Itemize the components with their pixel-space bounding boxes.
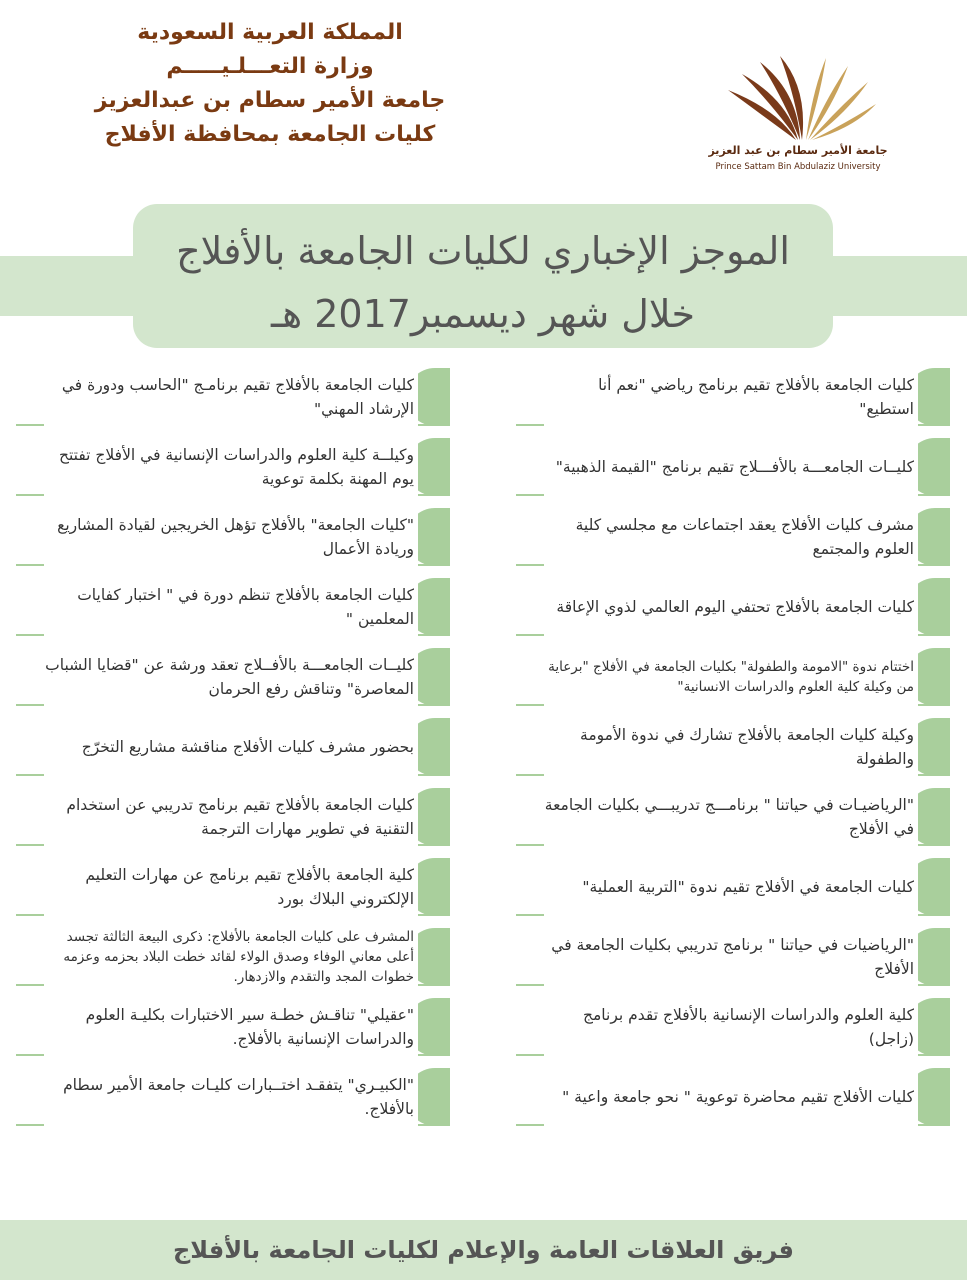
- news-headline: وكيلــة كلية العلوم والدراسات الإنسانية في الأفلاج تفتتح يوم المهنة بكلمة توعوية: [44, 438, 418, 496]
- news-headline: كليات الأفلاج تقيم محاضرة توعوية " نحو جامعة واعية ": [544, 1068, 918, 1126]
- news-item-left: [10, 788, 450, 846]
- news-item-right: [510, 438, 950, 496]
- header-ministry: وزارة التعـــلـيـــــم: [166, 54, 374, 79]
- news-item-right: [510, 858, 950, 916]
- header-country: المملكة العربية السعودية: [137, 20, 403, 45]
- news-headline: كليات الجامعة بالأفلاج تقيم برنامج تدريبي عن استخدام التقنية في تطوير مهارات الترجمة: [44, 788, 418, 846]
- news-headline: "الرياضيات في حياتنا " برنامج تدريبي بكليات الجامعة في الأفلاج: [544, 928, 918, 986]
- title-box: [133, 204, 833, 348]
- header-university: جامعة الأمير سطام بن عبدالعزيز: [94, 88, 446, 113]
- news-item-left: [10, 508, 450, 566]
- news-headline: "الكبيـري" يتفقـد اختــبارات كليـات جامعة الأمير سطام بالأفلاج.: [44, 1068, 418, 1126]
- news-headline: كليات الجامعة في الأفلاج تقيم ندوة "التربية العملية": [544, 858, 918, 916]
- logo-caption-english: Prince Sattam Bin Abdulaziz University: [715, 162, 881, 172]
- news-headline: بحضور مشرف كليات الأفلاج مناقشة مشاريع التخرّج: [44, 718, 418, 776]
- header-block: [30, 16, 510, 152]
- news-item-right: [510, 998, 950, 1056]
- news-item-left: [10, 438, 450, 496]
- news-headline: كليات الجامعة بالأفلاج تقيم برنامـج "الحاسب ودورة في الإرشاد المهني": [44, 368, 418, 426]
- news-item-right: [510, 508, 950, 566]
- news-headline: اختتام ندوة "الامومة والطفولة" بكليات الجامعة في الأفلاج "برعاية من وكيلة كلية العلوم والدراسات الانسانية": [544, 648, 918, 706]
- news-item-right: [510, 928, 950, 986]
- news-item-right: [510, 788, 950, 846]
- news-item-left: [10, 648, 450, 706]
- news-item-left: [10, 858, 450, 916]
- page-title: الموجز الإخباري لكليات الجامعة بالأفلاج: [176, 229, 790, 273]
- header-colleges: كليات الجامعة بمحافظة الأفلاج: [104, 122, 436, 147]
- logo-emblem-icon: [708, 52, 888, 144]
- footer-band: [0, 1220, 967, 1280]
- news-headline: مشرف كليات الأفلاج يعقد اجتماعات مع مجلسي كلية العلوم والمجتمع: [544, 508, 918, 566]
- news-headline: كلية العلوم والدراسات الإنسانية بالأفلاج تقدم برنامج (زاجل): [544, 998, 918, 1056]
- news-item-right: [510, 368, 950, 426]
- news-headline: كليات الجامعة بالأفلاج تنظم دورة في " اختبار كفايات المعلمين ": [44, 578, 418, 636]
- news-item-left: [10, 1068, 450, 1126]
- news-headline: كليــات الجامعـــة بالأفــلاج تعقد ورشة عن "قضايا الشباب المعاصرة" وتناقش رفع الحرمان: [44, 648, 418, 706]
- news-headline: "عقيلي" تناقـش خطـة سير الاختبارات بكليـة العلوم والدراسات الإنسانية بالأفلاج.: [44, 998, 418, 1056]
- university-logo: [708, 52, 888, 180]
- news-headline: "كليات الجامعة" بالأفلاج تؤهل الخريجين لقيادة المشاريع وريادة الأعمال: [44, 508, 418, 566]
- news-headline: المشرف على كليات الجامعة بالأفلاج: ذكرى البيعة الثالثة تجسد أعلى معاني الوفاء وصدق الولاء لقائد خطت البلاد بحزمه وعزمه خطوات المجد والتقدم والازدهار.: [44, 928, 418, 986]
- news-headline: وكيلة كليات الجامعة بالأفلاج تشارك في ندوة الأمومة والطفولة: [544, 718, 918, 776]
- page-subtitle: خلال شهر ديسمبر2017 هـ: [270, 292, 696, 336]
- news-item-right: [510, 718, 950, 776]
- news-item-right: [510, 1068, 950, 1126]
- logo-caption-arabic: جامعة الأمير سطام بن عبد العزيز: [708, 144, 888, 157]
- news-headline: كليات الجامعة بالأفلاج تحتفي اليوم العالمي لذوي الإعاقة: [544, 578, 918, 636]
- news-item-left: [10, 998, 450, 1056]
- news-headline: كلية الجامعة بالأفلاج تقيم برنامج عن مهارات التعليم الإلكتروني البلاك بورد: [44, 858, 418, 916]
- footer-credit: فريق العلاقات العامة والإعلام لكليات الجامعة بالأفلاج: [172, 1236, 795, 1264]
- news-headline: "الرياضيـات في حياتنا " برنامـــج تدريبـــي بكليات الجامعة في الأفلاج: [544, 788, 918, 846]
- news-item-left: [10, 928, 450, 986]
- news-headline: كليــات الجامعـــة بالأفـــلاج تقيم برنامج "القيمة الذهبية": [544, 438, 918, 496]
- news-item-left: [10, 368, 450, 426]
- news-item-right: [510, 648, 950, 706]
- news-item-left: [10, 578, 450, 636]
- news-headline: كليات الجامعة بالأفلاج تقيم برنامج رياضي "نعم أنا استطيع": [544, 368, 918, 426]
- news-item-left: [10, 718, 450, 776]
- news-item-right: [510, 578, 950, 636]
